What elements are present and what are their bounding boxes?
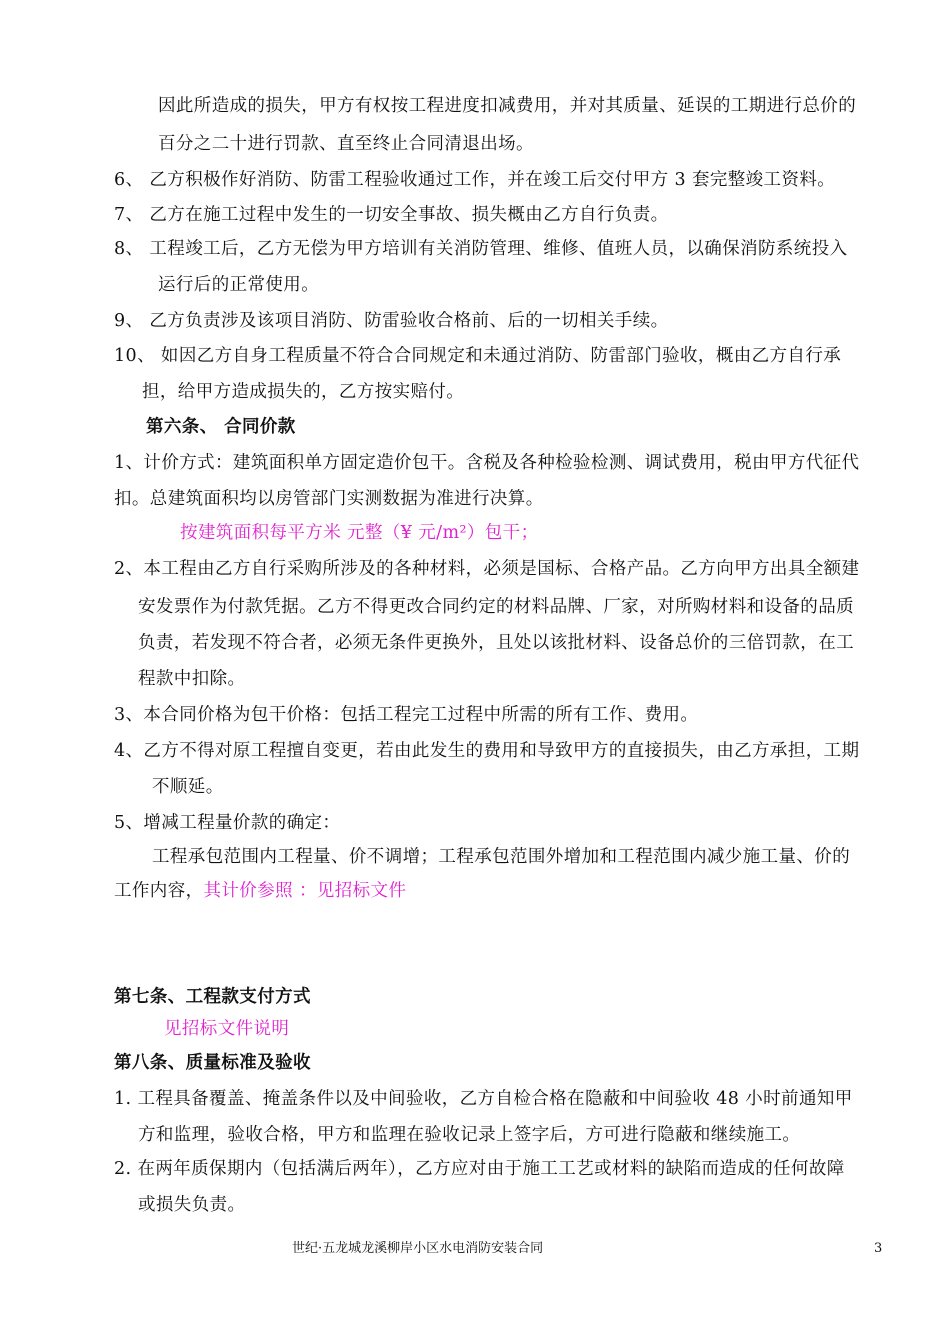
paragraph-line: 百分之二十进行罚款、直至终止合同清退出场。 [158, 134, 534, 154]
paragraph-line: 2、本工程由乙方自行采购所涉及的各种材料，必须是国标、合格产品。乙方向甲方出具全额建 [114, 559, 860, 579]
paragraph-line: 1、计价方式：建筑面积单方固定造价包干。含税及各种检验检测、调试费用，税由甲方代征代 [114, 453, 860, 473]
paragraph-line: 因此所造成的损失，甲方有权按工程进度扣减费用，并对其质量、延误的工期进行总价的 [158, 96, 857, 116]
paragraph-line: 程款中扣除。 [138, 669, 246, 689]
paragraph-line: 负责，若发现不符合者，必须无条件更换外，且处以该批材料、设备总价的三倍罚款，在工 [138, 633, 854, 653]
list-item: 2. 在两年质保期内（包括满后两年），乙方应对由于施工工艺或材料的缺陷而造成的任何故障 [114, 1159, 845, 1179]
list-item: 9、 乙方负责涉及该项目消防、防雷验收合格前、后的一切相关手续。 [114, 311, 669, 331]
paragraph-line: 方和监理，验收合格，甲方和监理在验收记录上签字后，方可进行隐蔽和继续施工。 [138, 1125, 801, 1145]
page-number: 3 [874, 1241, 883, 1256]
section-heading: 第七条、工程款支付方式 [114, 987, 311, 1007]
paragraph-line: 担，给甲方造成损失的，乙方按实赔付。 [142, 382, 465, 402]
highlight-text: 其计价参照 ：见招标文件 [203, 881, 407, 901]
list-item: 7、 乙方在施工过程中发生的一切安全事故、损失概由乙方自行负责。 [114, 205, 669, 225]
paragraph-line: 运行后的正常使用。 [158, 275, 320, 295]
list-item: 1. 工程具备覆盖、掩盖条件以及中间验收，乙方自检合格在隐蔽和中间验收 48 小时前通知甲 [114, 1089, 853, 1109]
list-item: 6、 乙方积极作好消防、防雷工程验收通过工作，并在竣工后交付甲方 3 套完整竣工资料。 [114, 170, 836, 190]
paragraph-line: 3、本合同价格为包干价格：包括工程完工过程中所需的所有工作、费用。 [114, 705, 699, 725]
paragraph-line: 不顺延。 [152, 777, 224, 797]
paragraph-line: 或损失负责。 [138, 1195, 246, 1215]
list-item: 8、 工程竣工后，乙方无偿为甲方培训有关消防管理、维修、值班人员，以确保消防系统投入 [114, 239, 848, 259]
paragraph-line: 4、乙方不得对原工程擅自变更，若由此发生的费用和导致甲方的直接损失，由乙方承担，工期 [114, 741, 860, 761]
section-heading: 第六条、 合同价款 [146, 417, 296, 437]
highlight-text: 见招标文件说明 [164, 1019, 290, 1039]
list-item: 10、 如因乙方自身工程质量不符合合同规定和未通过消防、防雷部门验收，概由乙方自行承 [114, 346, 842, 366]
section-heading: 第八条、质量标准及验收 [114, 1053, 311, 1073]
paragraph-line: 工程承包范围内工程量、价不调增；工程承包范围外增加和工程范围内减少施工量、价的 [152, 847, 851, 867]
footer-title: 世纪·五龙城龙溪柳岸小区水电消防安装合同 [292, 1241, 544, 1256]
paragraph-line: 工作内容，其计价参照 ：见招标文件 [114, 881, 407, 901]
paragraph-line: 扣。总建筑面积均以房管部门实测数据为准进行决算。 [114, 489, 544, 509]
highlight-text: 按建筑面积每平方米 元整（¥ 元/m²）包干； [180, 523, 539, 543]
paragraph-line: 安发票作为付款凭据。乙方不得更改合同约定的材料品牌、厂家，对所购材料和设备的品质 [138, 597, 854, 617]
paragraph-line: 5、增减工程量价款的确定： [114, 813, 341, 833]
